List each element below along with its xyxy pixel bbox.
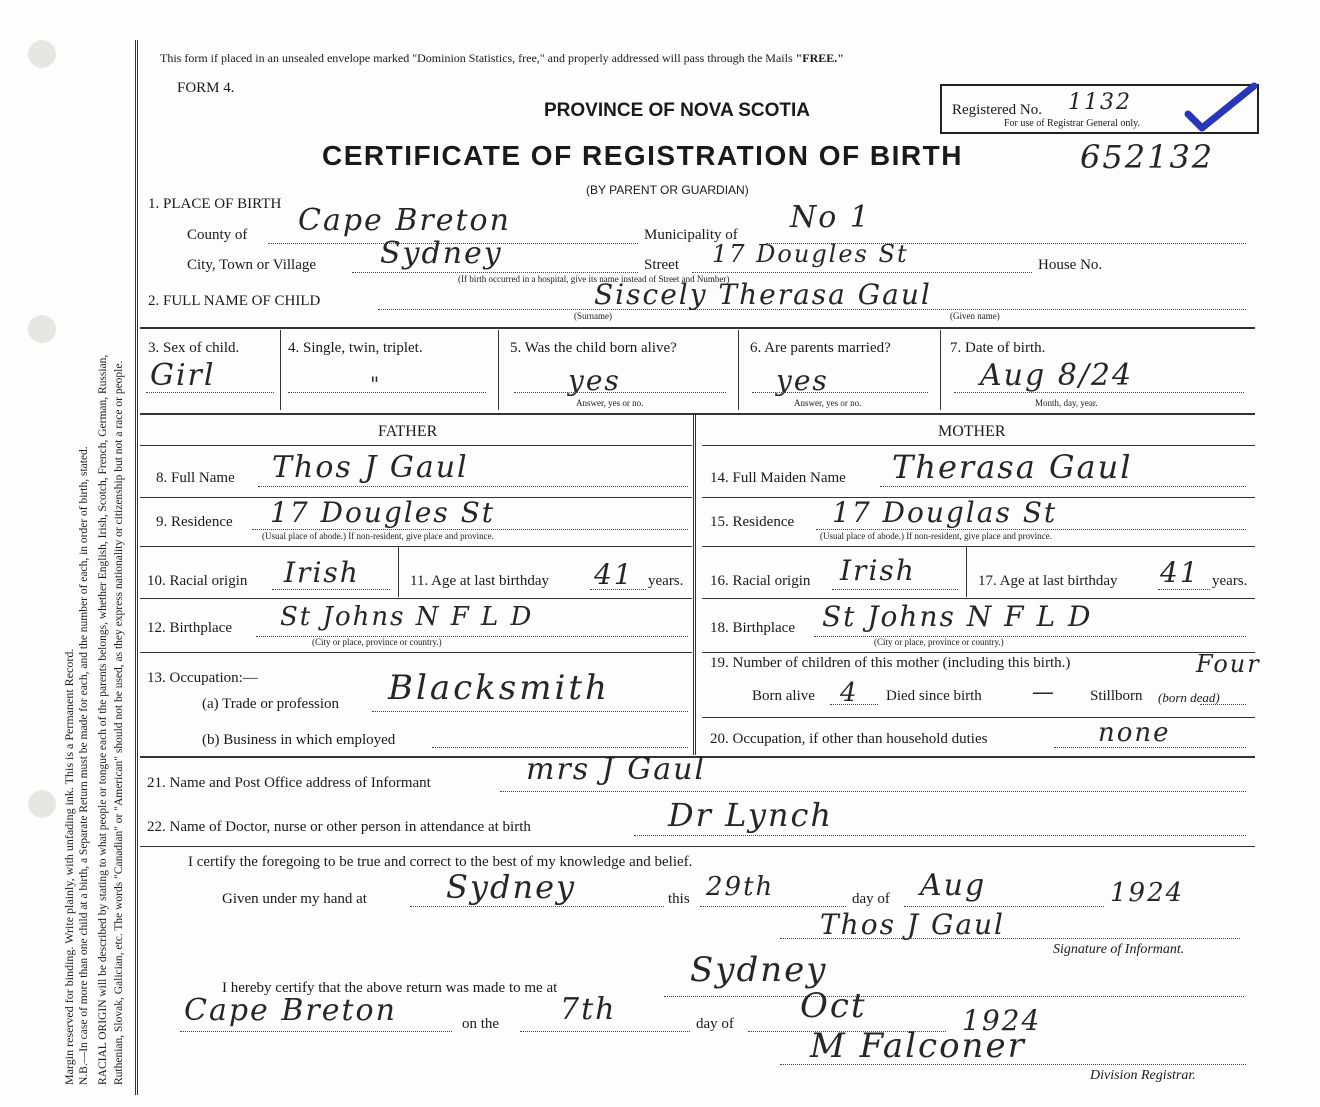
column-divider <box>693 415 696 755</box>
divider <box>140 413 1255 415</box>
doctor-value: Dr Lynch <box>668 796 834 834</box>
given-year-value: 1924 <box>1110 878 1185 908</box>
father-heading: FATHER <box>378 423 438 440</box>
province-heading: PROVINCE OF NOVA SCOTIA <box>544 100 811 121</box>
margin-note-3: RACIAL ORIGIN will be described by stating to what people or tongue each of the parents belongs, whether English, Irish, Scotch, French, German, Russian, <box>97 354 109 1085</box>
died-since-birth-label: Died since birth <box>886 688 982 704</box>
margin-note-1: Margin reserved for binding. Write plainly, with unfading ink. This is a Permanent Record. <box>62 648 76 1085</box>
return-year-value: 1924 <box>962 1004 1042 1037</box>
born-alive-label: 5. Was the child born alive? <box>510 340 677 356</box>
surname-note: (Surname) <box>574 311 612 321</box>
child-name-value: Siscely Therasa Gaul <box>594 278 932 311</box>
hospital-note: (If birth occurred in a hospital, give its name instead of Street and Number) <box>458 274 730 284</box>
municipality-label: Municipality of <box>644 227 738 243</box>
children-count-value: Four <box>1196 650 1261 678</box>
sex-label: 3. Sex of child. <box>148 340 240 356</box>
mother-racial-value: Irish <box>840 554 916 587</box>
informant-signature: Thos J Gaul <box>820 908 1006 941</box>
date-of-birth-value: Aug 8/24 <box>980 358 1134 393</box>
abode-note: (Usual place of abode.) If non-resident, give place and province. <box>820 531 1052 541</box>
on-the-label: on the <box>462 1016 500 1032</box>
birthplace-note: (City or place, province or country.) <box>312 637 442 647</box>
single-twin-label: 4. Single, twin, triplet. <box>288 340 423 356</box>
father-racial-label: 10. Racial origin <box>147 573 248 589</box>
child-name-label: 2. FULL NAME OF CHILD <box>148 293 321 309</box>
county-value: Cape Breton <box>298 203 511 238</box>
return-month-value: Oct <box>800 986 867 1026</box>
divider <box>140 327 1255 329</box>
mother-age-label: 17. Age at last birthday <box>978 573 1118 589</box>
years-label: years. <box>648 573 684 589</box>
margin-rule <box>135 40 138 1095</box>
born-alive-count-label: Born alive <box>752 688 815 704</box>
born-alive-count-value: 4 <box>840 678 859 708</box>
father-racial-value: Irish <box>284 556 360 589</box>
registrar-signature: M Falconer <box>810 1026 1026 1066</box>
day-of-label: day of <box>852 891 890 907</box>
mother-residence-label: 15. Residence <box>710 514 795 530</box>
father-residence-label: 9. Residence <box>156 514 233 530</box>
informant-label: 21. Name and Post Office address of Informant <box>147 775 431 791</box>
parents-married-label: 6. Are parents married? <box>750 340 891 356</box>
county-label: County of <box>187 227 248 243</box>
stillborn-note: (born dead) <box>1158 690 1220 705</box>
given-under-label: Given under my hand at <box>222 891 367 907</box>
given-place-value: Sydney <box>446 868 577 906</box>
punch-hole <box>28 790 56 818</box>
form-number: FORM 4. <box>177 80 235 96</box>
registered-value: 1132 <box>1068 90 1132 115</box>
street-label: Street <box>644 257 679 273</box>
punch-hole <box>28 315 56 343</box>
return-statement: I hereby certify that the above return was made to me at <box>222 980 558 996</box>
given-name-note: (Given name) <box>950 311 1000 321</box>
stamp-number: 652132 <box>1080 138 1215 176</box>
parents-married-value: yes <box>776 364 829 397</box>
certify-statement: I certify the foregoing to be true and correct to the best of my knowledge and belief. <box>188 854 693 870</box>
registrar-caption: Division Registrar. <box>1090 1068 1196 1083</box>
house-number-label: House No. <box>1038 257 1103 273</box>
page-subtitle: (BY PARENT OR GUARDIAN) <box>586 183 749 197</box>
return-day-value: 7th <box>560 992 617 1027</box>
years-label: years. <box>1212 573 1248 589</box>
binding-margin <box>42 30 132 1090</box>
city-value: Sydney <box>380 236 503 271</box>
abode-note: (Usual place of abode.) If non-resident, give place and province. <box>262 531 494 541</box>
given-day-value: 29th <box>706 872 775 902</box>
mother-name-value: Therasa Gaul <box>892 448 1133 486</box>
father-age-label: 11. Age at last birthday <box>410 573 549 589</box>
margin-note-4: Ruthenian, Slovak, Galician, etc. The words "Canadian" or "American" should not be used, as they express nationality or citizenship but not a race or people. <box>113 360 125 1085</box>
father-birthplace-value: St Johns N F L D <box>280 602 534 632</box>
father-occupation-label: 13. Occupation:— <box>147 670 258 686</box>
father-birthplace-label: 12. Birthplace <box>147 620 232 636</box>
mail-notice: This form if placed in an unsealed envelope marked "Dominion Statistics, free," and properly addressed will pass through the Mails "FREE." <box>160 51 844 65</box>
signature-caption: Signature of Informant. <box>1053 942 1185 957</box>
punch-hole <box>28 40 56 68</box>
business-label: (b) Business in which employed <box>202 732 396 748</box>
birthplace-note: (City or place, province or country.) <box>874 637 1004 647</box>
municipality-value: No 1 <box>790 200 871 235</box>
this-label: this <box>668 891 690 907</box>
margin-note-2: N.B.—In case of more than one child at a birth, a Separate Return must be made for each, and the number of each, in order of birth, stated. <box>78 446 90 1085</box>
mother-heading: MOTHER <box>938 423 1006 440</box>
divider <box>140 846 1255 847</box>
street-value: 17 Dougles St <box>712 240 909 268</box>
trade-label: (a) Trade or profession <box>202 696 340 712</box>
doctor-label: 22. Name of Doctor, nurse or other person in attendance at birth <box>147 819 531 835</box>
mother-occupation-value: none <box>1098 718 1171 748</box>
informant-value: mrs J Gaul <box>526 752 707 787</box>
mother-occupation-label: 20. Occupation, if other than household duties <box>710 731 988 747</box>
place-of-birth-label: 1. PLACE OF BIRTH <box>148 196 282 212</box>
registered-label: Registered No. <box>952 102 1042 118</box>
stillborn-label: Stillborn <box>1090 688 1143 704</box>
children-count-label: 19. Number of children of this mother (including this birth.) <box>710 655 1071 671</box>
father-age-value: 41 <box>594 558 634 591</box>
mother-birthplace-value: St Johns N F L D <box>822 600 1093 633</box>
father-name-value: Thos J Gaul <box>272 450 469 485</box>
day-of-label-2: day of <box>696 1016 734 1032</box>
died-since-birth-value: — <box>1032 680 1056 705</box>
father-name-label: 8. Full Name <box>156 470 235 486</box>
date-of-birth-label: 7. Date of birth. <box>950 340 1046 356</box>
page-title: CERTIFICATE OF REGISTRATION OF BIRTH <box>322 140 963 171</box>
father-residence-value: 17 Dougles St <box>270 496 496 529</box>
mother-birthplace-label: 18. Birthplace <box>710 620 795 636</box>
date-format-note: Month, day, year. <box>1035 398 1098 408</box>
answer-note: Answer, yes or no. <box>576 398 644 408</box>
registrar-note: For use of Registrar General only. <box>1004 118 1140 129</box>
mother-racial-label: 16. Racial origin <box>710 573 811 589</box>
return-county-value: Cape Breton <box>184 993 397 1028</box>
mother-residence-value: 17 Douglas St <box>832 496 1058 529</box>
city-label: City, Town or Village <box>187 257 317 273</box>
born-alive-value: yes <box>568 364 621 397</box>
given-month-value: Aug <box>920 868 987 903</box>
sex-value: Girl <box>150 358 216 393</box>
mother-age-value: 41 <box>1160 556 1200 589</box>
trade-value: Blacksmith <box>388 668 610 708</box>
return-place-value: Sydney <box>690 950 828 990</box>
mother-name-label: 14. Full Maiden Name <box>710 470 846 486</box>
single-twin-value: " <box>370 372 382 396</box>
answer-note: Answer, yes or no. <box>794 398 862 408</box>
check-mark-icon <box>1180 80 1260 136</box>
